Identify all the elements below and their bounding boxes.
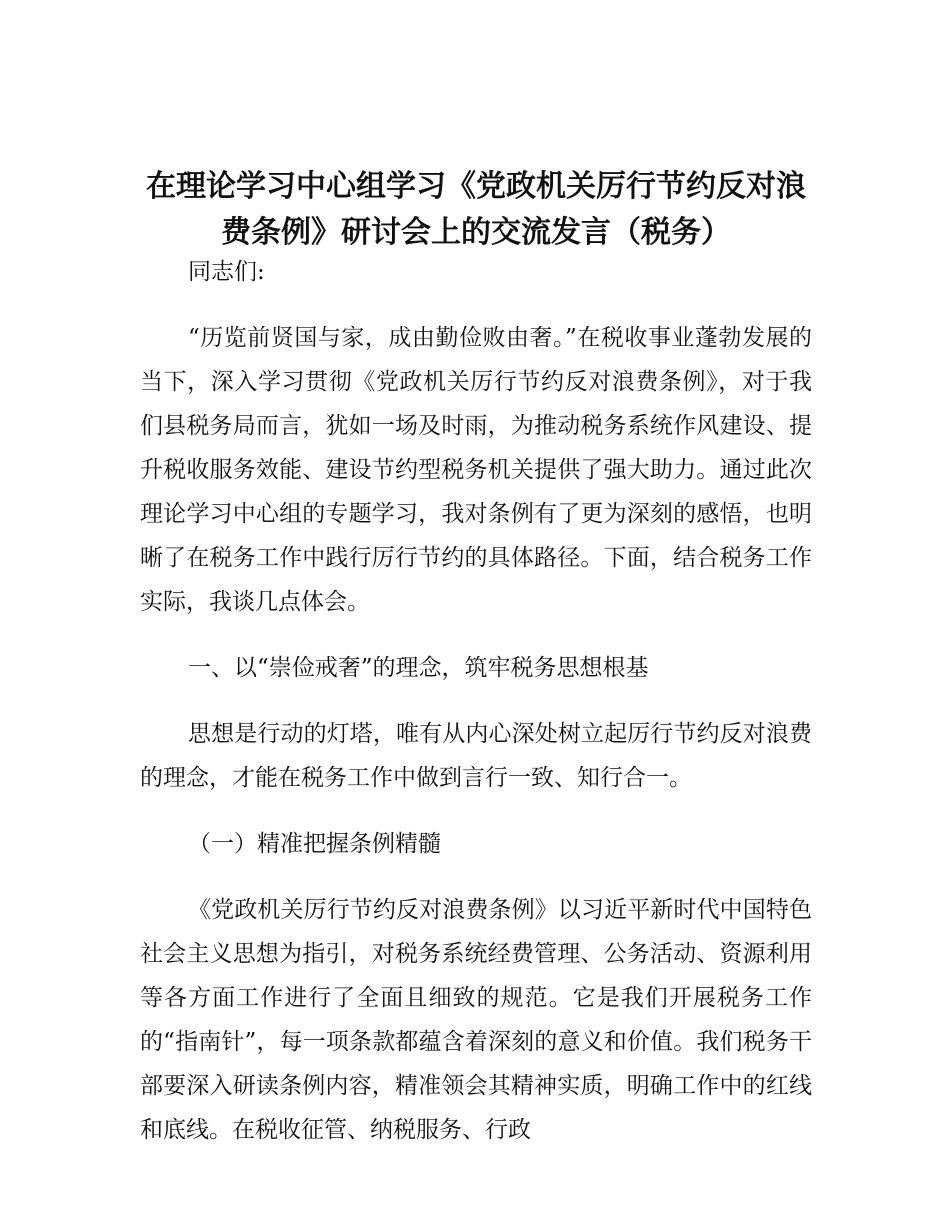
section-heading-1: 一、以“崇俭戒奢”的理念，筑牢税务思想根基 xyxy=(188,655,649,681)
document-title: 在理论学习中心组学习《党政机关厉行节约反对浪费条例》研讨会上的交流发言（税务） xyxy=(146,169,806,250)
intro-paragraph: “历览前贤国与家，成由勤俭败由奢。”在税收事业蓬勃发展的当下，深入学习贯彻《党政机关厉行节约反对浪费条例》，对于我们县税务局而言，犹如一场及时雨，为推动税务系统作风建设、提升税收服务效能、建设节约型税务机关提供了强大助力。通过此次理论学习中心组的专题学习，我对条例有了更为深刻的感悟，也明晰了在税务工作中践行厉行节约的具体路径。下面，结合税务工作实际，我谈几点体会。 xyxy=(140,325,812,615)
subsection-heading-1: （一）精准把握条例精髓 xyxy=(188,831,441,857)
section-1-paragraph: 思想是行动的灯塔，唯有从内心深处树立起厉行节约反对浪费的理念，才能在税务工作中做到言行一致、知行合一。 xyxy=(140,721,812,791)
salutation: 同志们: xyxy=(188,259,265,285)
subsection-1-paragraph: 《党政机关厉行节约反对浪费条例》以习近平新时代中国特色社会主义思想为指引，对税务系统经费管理、公务活动、资源利用等各方面工作进行了全面且细致的规范。它是我们开展税务工作的“指南针”，每一项条款都蕴含着深刻的意义和价值。我们税务干部要深入研读条例内容，精准领会其精神实质，明确工作中的红线和底线。在税收征管、纳税服务、行政 xyxy=(140,897,812,1143)
document-body xyxy=(140,250,812,1152)
